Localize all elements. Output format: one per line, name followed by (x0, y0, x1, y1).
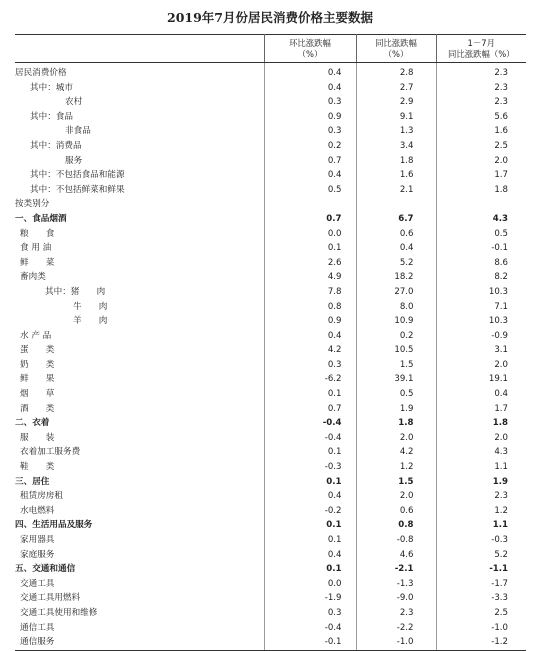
month-on-month-value: 0.0 (264, 577, 356, 592)
month-on-month-value: 0.7 (264, 154, 356, 169)
row-label-cell (15, 606, 264, 621)
month-on-month-value: -0.4 (264, 621, 356, 636)
year-on-year-value: 0.2 (356, 329, 436, 344)
year-on-year-value: 0.4 (356, 241, 436, 256)
year-to-date-value: -3.3 (436, 591, 526, 606)
year-on-year-value: 1.8 (356, 154, 436, 169)
header-year-on-year (356, 35, 436, 63)
header-yoy-line2: （%） (383, 48, 409, 59)
month-on-month-value (264, 197, 356, 212)
table-row (15, 197, 526, 212)
year-to-date-value: 2.3 (436, 63, 526, 81)
row-label: 服务 (65, 155, 83, 166)
row-label-cell (15, 270, 264, 285)
row-label: 二、衣着 (15, 418, 50, 429)
table-row (15, 358, 526, 373)
year-on-year-value: 1.5 (356, 475, 436, 490)
year-to-date-value: -0.9 (436, 329, 526, 344)
month-on-month-value: 0.0 (264, 227, 356, 242)
row-label: 非食品 (65, 126, 91, 137)
month-on-month-value: -6.2 (264, 372, 356, 387)
header-month-on-month (264, 35, 356, 63)
year-on-year-value: 10.5 (356, 343, 436, 358)
year-on-year-value: 1.3 (356, 124, 436, 139)
year-to-date-value: 10.3 (436, 314, 526, 329)
row-label-cell (15, 95, 264, 110)
row-label-cell (15, 416, 264, 431)
row-label: 四、生活用品及服务 (15, 520, 93, 531)
year-on-year-value: 10.9 (356, 314, 436, 329)
header-mom-line2: （%） (297, 48, 323, 59)
row-label: 其中：城市 (30, 82, 73, 93)
table-row (15, 212, 526, 227)
month-on-month-value: -0.1 (264, 635, 356, 650)
year-to-date-value: 5.2 (436, 548, 526, 563)
row-label: 通信工具 (20, 622, 55, 633)
month-on-month-value: 0.1 (264, 518, 356, 533)
month-on-month-value: 0.4 (264, 548, 356, 563)
year-to-date-value: 2.5 (436, 606, 526, 621)
page-title: 2019年7月份居民消费价格主要数据 (167, 10, 373, 25)
header-mom-line1: 环比涨跌幅 (289, 38, 331, 48)
year-to-date-value: -1.2 (436, 635, 526, 650)
year-to-date-value: -1.1 (436, 562, 526, 577)
row-label: 畜肉类 (20, 272, 46, 283)
row-label: 三、居住 (15, 476, 50, 487)
year-on-year-value: 18.2 (356, 270, 436, 285)
month-on-month-value: 0.1 (264, 387, 356, 402)
month-on-month-value: 0.3 (264, 124, 356, 139)
month-on-month-value: 0.1 (264, 475, 356, 490)
row-label-cell (15, 460, 264, 475)
row-label: 鲜 菜 (20, 257, 55, 268)
year-to-date-value: 2.0 (436, 358, 526, 373)
table-row (15, 95, 526, 110)
row-label-cell (15, 212, 264, 227)
table-row (15, 518, 526, 533)
year-to-date-value: 3.1 (436, 343, 526, 358)
month-on-month-value: 0.4 (264, 81, 356, 96)
row-label-cell (15, 314, 264, 329)
table-row (15, 548, 526, 563)
row-label-cell (15, 489, 264, 504)
row-label: 食 用 油 (20, 243, 52, 254)
year-to-date-value: 4.3 (436, 212, 526, 227)
year-on-year-value: 0.5 (356, 387, 436, 402)
row-label: 水电燃料 (20, 505, 55, 516)
table-row (15, 577, 526, 592)
month-on-month-value: 0.4 (264, 63, 356, 81)
row-label: 按类别分 (15, 199, 50, 210)
header-ytd-line2: 同比涨跌幅（%） (447, 48, 515, 59)
year-to-date-value: 7.1 (436, 300, 526, 315)
year-to-date-value: -0.1 (436, 241, 526, 256)
month-on-month-value: -0.4 (264, 416, 356, 431)
row-label-cell (15, 227, 264, 242)
month-on-month-value: 0.9 (264, 110, 356, 125)
year-on-year-value: 0.6 (356, 227, 436, 242)
month-on-month-value: 0.3 (264, 95, 356, 110)
year-to-date-value: 1.2 (436, 504, 526, 519)
month-on-month-value: 2.6 (264, 256, 356, 271)
row-label-cell (15, 577, 264, 592)
row-label-cell (15, 183, 264, 198)
header-yoy-line1: 同比涨跌幅 (375, 38, 417, 48)
year-on-year-value: 2.7 (356, 81, 436, 96)
table-row (15, 372, 526, 387)
year-to-date-value: 5.6 (436, 110, 526, 125)
row-label-cell (15, 475, 264, 490)
row-label: 一、食品烟酒 (15, 213, 67, 224)
year-on-year-value: 1.5 (356, 358, 436, 373)
table-row (15, 124, 526, 139)
table-row (15, 621, 526, 636)
year-to-date-value: 2.0 (436, 431, 526, 446)
month-on-month-value: -1.9 (264, 591, 356, 606)
row-label-cell (15, 81, 264, 96)
row-label: 服 装 (20, 432, 55, 443)
year-to-date-value: 0.4 (436, 387, 526, 402)
row-label-cell (15, 256, 264, 271)
table-row (15, 343, 526, 358)
row-label-cell (15, 562, 264, 577)
row-label: 衣着加工服务费 (20, 447, 81, 458)
year-on-year-value: 8.0 (356, 300, 436, 315)
table-row (15, 460, 526, 475)
table-row (15, 533, 526, 548)
year-to-date-value: 2.5 (436, 139, 526, 154)
table-row (15, 445, 526, 460)
year-to-date-value (436, 197, 526, 212)
year-on-year-value (356, 197, 436, 212)
table-row (15, 168, 526, 183)
row-label-cell (15, 518, 264, 533)
year-on-year-value: 6.7 (356, 212, 436, 227)
year-on-year-value: 2.8 (356, 63, 436, 81)
year-on-year-value: -2.1 (356, 562, 436, 577)
table-row (15, 635, 526, 650)
month-on-month-value: 0.2 (264, 139, 356, 154)
table-row (15, 270, 526, 285)
month-on-month-value: 0.4 (264, 168, 356, 183)
row-label-cell (15, 372, 264, 387)
year-on-year-value: -1.3 (356, 577, 436, 592)
row-label-cell (15, 591, 264, 606)
row-label: 居民消费价格 (15, 68, 67, 78)
month-on-month-value: 0.1 (264, 562, 356, 577)
year-to-date-value: 1.1 (436, 460, 526, 475)
year-to-date-value: 1.7 (436, 402, 526, 417)
row-label-cell (15, 445, 264, 460)
table-row (15, 139, 526, 154)
table-row (15, 154, 526, 169)
row-label-cell (15, 300, 264, 315)
row-label: 酒 类 (20, 403, 55, 414)
row-label-cell (15, 635, 264, 650)
year-on-year-value: 5.2 (356, 256, 436, 271)
year-on-year-value: -2.2 (356, 621, 436, 636)
year-on-year-value: 2.1 (356, 183, 436, 198)
month-on-month-value: 0.3 (264, 358, 356, 373)
table-row (15, 402, 526, 417)
row-label: 通信服务 (20, 637, 55, 648)
month-on-month-value: 0.1 (264, 445, 356, 460)
year-to-date-value: 1.8 (436, 416, 526, 431)
table-row (15, 431, 526, 446)
row-label-cell (15, 154, 264, 169)
table-row (15, 256, 526, 271)
year-to-date-value: 10.3 (436, 285, 526, 300)
table-row (15, 329, 526, 344)
table-row (15, 387, 526, 402)
year-on-year-value: 1.9 (356, 402, 436, 417)
year-to-date-value: -0.3 (436, 533, 526, 548)
year-to-date-value: 8.2 (436, 270, 526, 285)
row-label: 其中：不包括鲜菜和鲜果 (30, 184, 125, 195)
row-label-cell (15, 548, 264, 563)
year-on-year-value: 0.8 (356, 518, 436, 533)
row-label: 奶 类 (20, 359, 55, 370)
year-to-date-value: 4.3 (436, 445, 526, 460)
year-to-date-value: -1.7 (436, 577, 526, 592)
year-to-date-value: 2.0 (436, 154, 526, 169)
row-label-cell (15, 124, 264, 139)
table-row (15, 300, 526, 315)
table-row (15, 416, 526, 431)
month-on-month-value: 0.3 (264, 606, 356, 621)
year-on-year-value: 1.8 (356, 416, 436, 431)
year-on-year-value: 2.0 (356, 489, 436, 504)
table-row (15, 110, 526, 125)
month-on-month-value: 7.8 (264, 285, 356, 300)
row-label-cell (15, 139, 264, 154)
row-label: 交通工具 (20, 578, 55, 589)
table-row (15, 606, 526, 621)
table-row (15, 475, 526, 490)
table-row (15, 591, 526, 606)
year-on-year-value: 3.4 (356, 139, 436, 154)
row-label: 家用器具 (20, 535, 55, 545)
month-on-month-value: 4.2 (264, 343, 356, 358)
year-to-date-value: 2.3 (436, 81, 526, 96)
month-on-month-value: 0.7 (264, 402, 356, 417)
year-on-year-value: -9.0 (356, 591, 436, 606)
month-on-month-value: 0.7 (264, 212, 356, 227)
month-on-month-value: 0.8 (264, 300, 356, 315)
row-label-cell (15, 402, 264, 417)
row-label: 五、交通和通信 (15, 564, 76, 575)
year-to-date-value: 8.6 (436, 256, 526, 271)
year-to-date-value: 1.1 (436, 518, 526, 533)
year-on-year-value: 1.2 (356, 460, 436, 475)
year-to-date-value: 1.9 (436, 475, 526, 490)
header-ytd-line1: 1－7月 (467, 38, 495, 48)
year-on-year-value: -0.8 (356, 533, 436, 548)
year-on-year-value: 39.1 (356, 372, 436, 387)
year-to-date-value: 1.6 (436, 124, 526, 139)
row-label: 鞋 类 (20, 462, 55, 473)
year-to-date-value: 0.5 (436, 227, 526, 242)
row-label: 烟 草 (20, 389, 55, 400)
row-label: 其中：猪 肉 (45, 286, 106, 297)
row-label-cell (15, 504, 264, 519)
row-label-cell (15, 343, 264, 358)
row-label: 鲜 果 (20, 374, 55, 385)
table-row (15, 241, 526, 256)
table-row (15, 489, 526, 504)
year-on-year-value: 1.6 (356, 168, 436, 183)
row-label-cell (15, 621, 264, 636)
month-on-month-value: 0.4 (264, 329, 356, 344)
table-row (15, 63, 526, 81)
year-on-year-value: 2.0 (356, 431, 436, 446)
table-row (15, 227, 526, 242)
year-to-date-value: -1.0 (436, 621, 526, 636)
row-label-cell (15, 110, 264, 125)
row-label: 粮 食 (20, 228, 55, 239)
month-on-month-value: 0.9 (264, 314, 356, 329)
table-row (15, 562, 526, 577)
row-label: 租赁房房租 (20, 491, 63, 502)
table-header-row (15, 35, 526, 63)
year-to-date-value: 1.7 (436, 168, 526, 183)
month-on-month-value: 4.9 (264, 270, 356, 285)
row-label-cell (15, 329, 264, 344)
month-on-month-value: -0.3 (264, 460, 356, 475)
row-label: 农村 (65, 97, 83, 108)
month-on-month-value: -0.2 (264, 504, 356, 519)
row-label-cell (15, 197, 264, 212)
month-on-month-value: 0.1 (264, 533, 356, 548)
cpi-data-table (15, 34, 526, 651)
row-label-cell (15, 431, 264, 446)
table-row (15, 81, 526, 96)
table-body (15, 63, 526, 651)
row-label-cell (15, 358, 264, 373)
row-label-cell (15, 387, 264, 402)
table-row (15, 504, 526, 519)
year-on-year-value: 2.9 (356, 95, 436, 110)
row-label: 家庭服务 (20, 549, 55, 560)
month-on-month-value: 0.5 (264, 183, 356, 198)
row-label-cell (15, 168, 264, 183)
row-label-cell (15, 285, 264, 300)
row-label: 牛 肉 (73, 301, 108, 312)
year-on-year-value: 0.6 (356, 504, 436, 519)
row-label: 羊 肉 (73, 316, 108, 327)
year-on-year-value: 2.3 (356, 606, 436, 621)
year-on-year-value: 4.6 (356, 548, 436, 563)
row-label: 水 产 品 (20, 330, 52, 341)
year-to-date-value: 19.1 (436, 372, 526, 387)
row-label: 其中：消费品 (30, 140, 82, 151)
year-on-year-value: -1.0 (356, 635, 436, 650)
year-to-date-value: 1.8 (436, 183, 526, 198)
row-label: 交通工具使用和维修 (20, 607, 98, 618)
month-on-month-value: 0.1 (264, 241, 356, 256)
month-on-month-value: -0.4 (264, 431, 356, 446)
row-label: 其中：不包括食品和能源 (30, 170, 125, 181)
row-label: 其中：食品 (30, 111, 73, 122)
row-label: 交通工具用燃料 (20, 593, 81, 604)
row-label: 蛋 类 (20, 345, 55, 356)
month-on-month-value: 0.4 (264, 489, 356, 504)
year-to-date-value: 2.3 (436, 489, 526, 504)
year-on-year-value: 4.2 (356, 445, 436, 460)
row-label-cell (15, 63, 264, 81)
table-row (15, 183, 526, 198)
year-on-year-value: 27.0 (356, 285, 436, 300)
row-label-cell (15, 241, 264, 256)
row-label-cell (15, 533, 264, 548)
year-on-year-value: 9.1 (356, 110, 436, 125)
header-year-to-date (436, 35, 526, 63)
table-row (15, 285, 526, 300)
table-row (15, 314, 526, 329)
header-label-column (15, 35, 264, 63)
year-to-date-value: 2.3 (436, 95, 526, 110)
